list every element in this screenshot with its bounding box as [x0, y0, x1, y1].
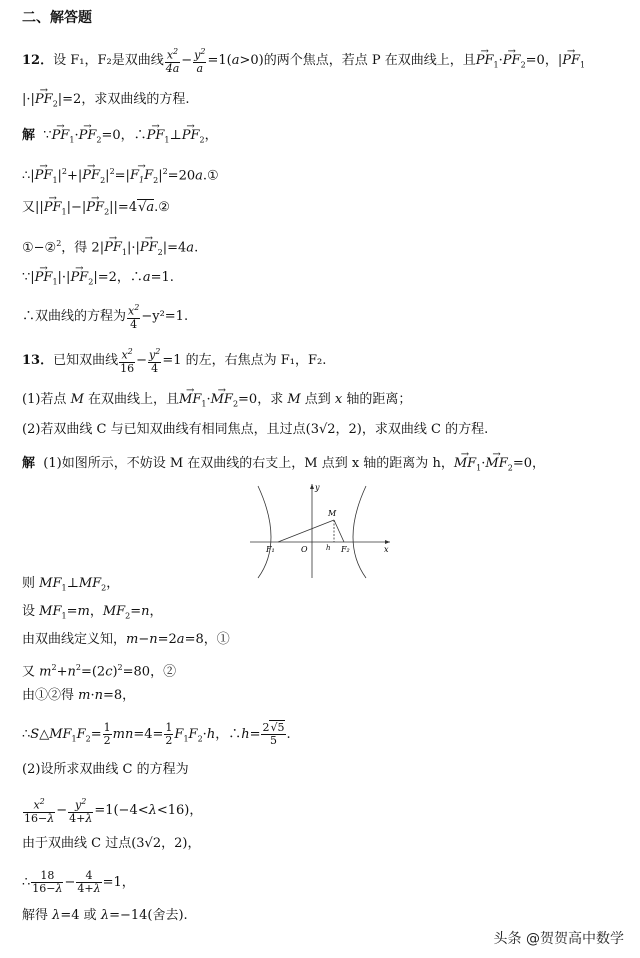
problem-12-stem-cont: |·|→ $PF_2|=2$，求双曲线的方程. — [22, 90, 189, 115]
p13-solution-line-10: 由于双曲线 C 过点(3√2，2)， — [22, 836, 201, 851]
figure-f1-label: F₁ — [266, 545, 275, 554]
p12-solution-line-6: ∴双曲线的方程为 $\frac{x^2}{4}$ −y²=1. — [22, 303, 189, 331]
problem-12-stem: 12．设 F₁，F₂是双曲线 $\frac{x^2}{4a}$ − $\frac{y^2}{a}$ =1(a>0)的两个焦点，若点 P 在双曲线上，且→ $PF_1\cdot\to PF_2=0$，|→ $PF_1$ — [22, 46, 585, 75]
p13-solution-line-11: ∴ $\frac{18}{16-\lambda}$ − $\frac{4}{4+\lambda}$ =1， — [22, 869, 135, 895]
figure-o-label: O — [301, 545, 308, 554]
p13-solution-line-1: 解 (1)如图所示，不妨设 M 在双曲线的右支上，M 点到 x 轴的距离为 h，→ $MF_1\cdot\to MF_2=0$， — [22, 454, 545, 479]
p13-question-2: (2)若双曲线 C 与已知双曲线有相同焦点，且过点(3√2，2)，求双曲线 C 的方程. — [22, 422, 489, 437]
p13-solution-line-8: (2)设所求双曲线 C 的方程为 — [22, 762, 189, 777]
p13-solution-line-3: 设 $MF_1=m$，$MF_2=n$， — [22, 604, 163, 621]
p12-solution-line-3: 又||→ $PF_1|-|\to$ $PF_2||=4√a.②$ — [22, 198, 170, 223]
p13-solution-line-4: 由双曲线定义知，m−n=2a=8，① — [22, 632, 230, 647]
p13-solution-line-5: 又 $m^2+n^2=(2c)^2=80$，② — [22, 663, 177, 680]
p13-question-1: (1)若点 M 在双曲线上，且→ $MF_1\cdot\to MF_2=0$，求 M 点到 x 轴的距离； — [22, 390, 411, 415]
figure-y-label: y — [315, 483, 320, 492]
p12-solution-line-4: ①−②$^2$，得 $2|\to PF_1|\cdot|\to PF_2|=4a$. — [22, 234, 198, 263]
p13-solution-line-9: $\frac{x^2}{16-\lambda}$ − $\frac{y^2}{4+\lambda}$ =1(−4<λ<16)， — [24, 797, 203, 825]
p12-solution-line-1: 解 ∵→ $PF_1\cdot\to PF_2=0$，∴→ $PF_1\perp\to PF_2$， — [22, 126, 218, 151]
p13-solution-line-2: 则 $MF_1\perp MF_2$， — [22, 576, 120, 593]
figure-x-label: x — [384, 545, 389, 554]
p13-solution-line-12: 解得 λ=4 或 λ=−14(舍去). — [22, 908, 188, 923]
figure-f2-label: F₂ — [341, 545, 350, 554]
p12-solution-line-5: ∵|→ $PF_1|\cdot|\to PF_2|=2$，∴a=1. — [22, 268, 174, 293]
figure-h-label: h — [326, 544, 331, 552]
problem-13-stem: 13．已知双曲线 $\frac{x^2}{16}$ − $\frac{y^2}{4}$ =1 的左，右焦点为 F₁，F₂. — [22, 347, 327, 375]
hyperbola-figure — [244, 480, 394, 580]
p12-solution-line-2: ∴|→ $PF_1|^2+|\to PF_2|^2=|\to$ $F_1F_2|^2=20a.①$ — [22, 162, 219, 191]
section-title: 二、解答题 — [22, 10, 92, 26]
watermark: 头条 @贺贺高中数学 — [493, 931, 624, 947]
figure-m-label: M — [328, 509, 337, 518]
p13-solution-line-6: 由①②得 m·n=8， — [22, 688, 136, 703]
p13-solution-line-7: $\therefore S\triangle MF_1F_2=$ $\frac{1}{2}$ mn=4= $\frac{1}{2}$ $F_1F_2\cdot h$，∴h= $\frac{2√5}{5}$ . — [22, 721, 291, 747]
